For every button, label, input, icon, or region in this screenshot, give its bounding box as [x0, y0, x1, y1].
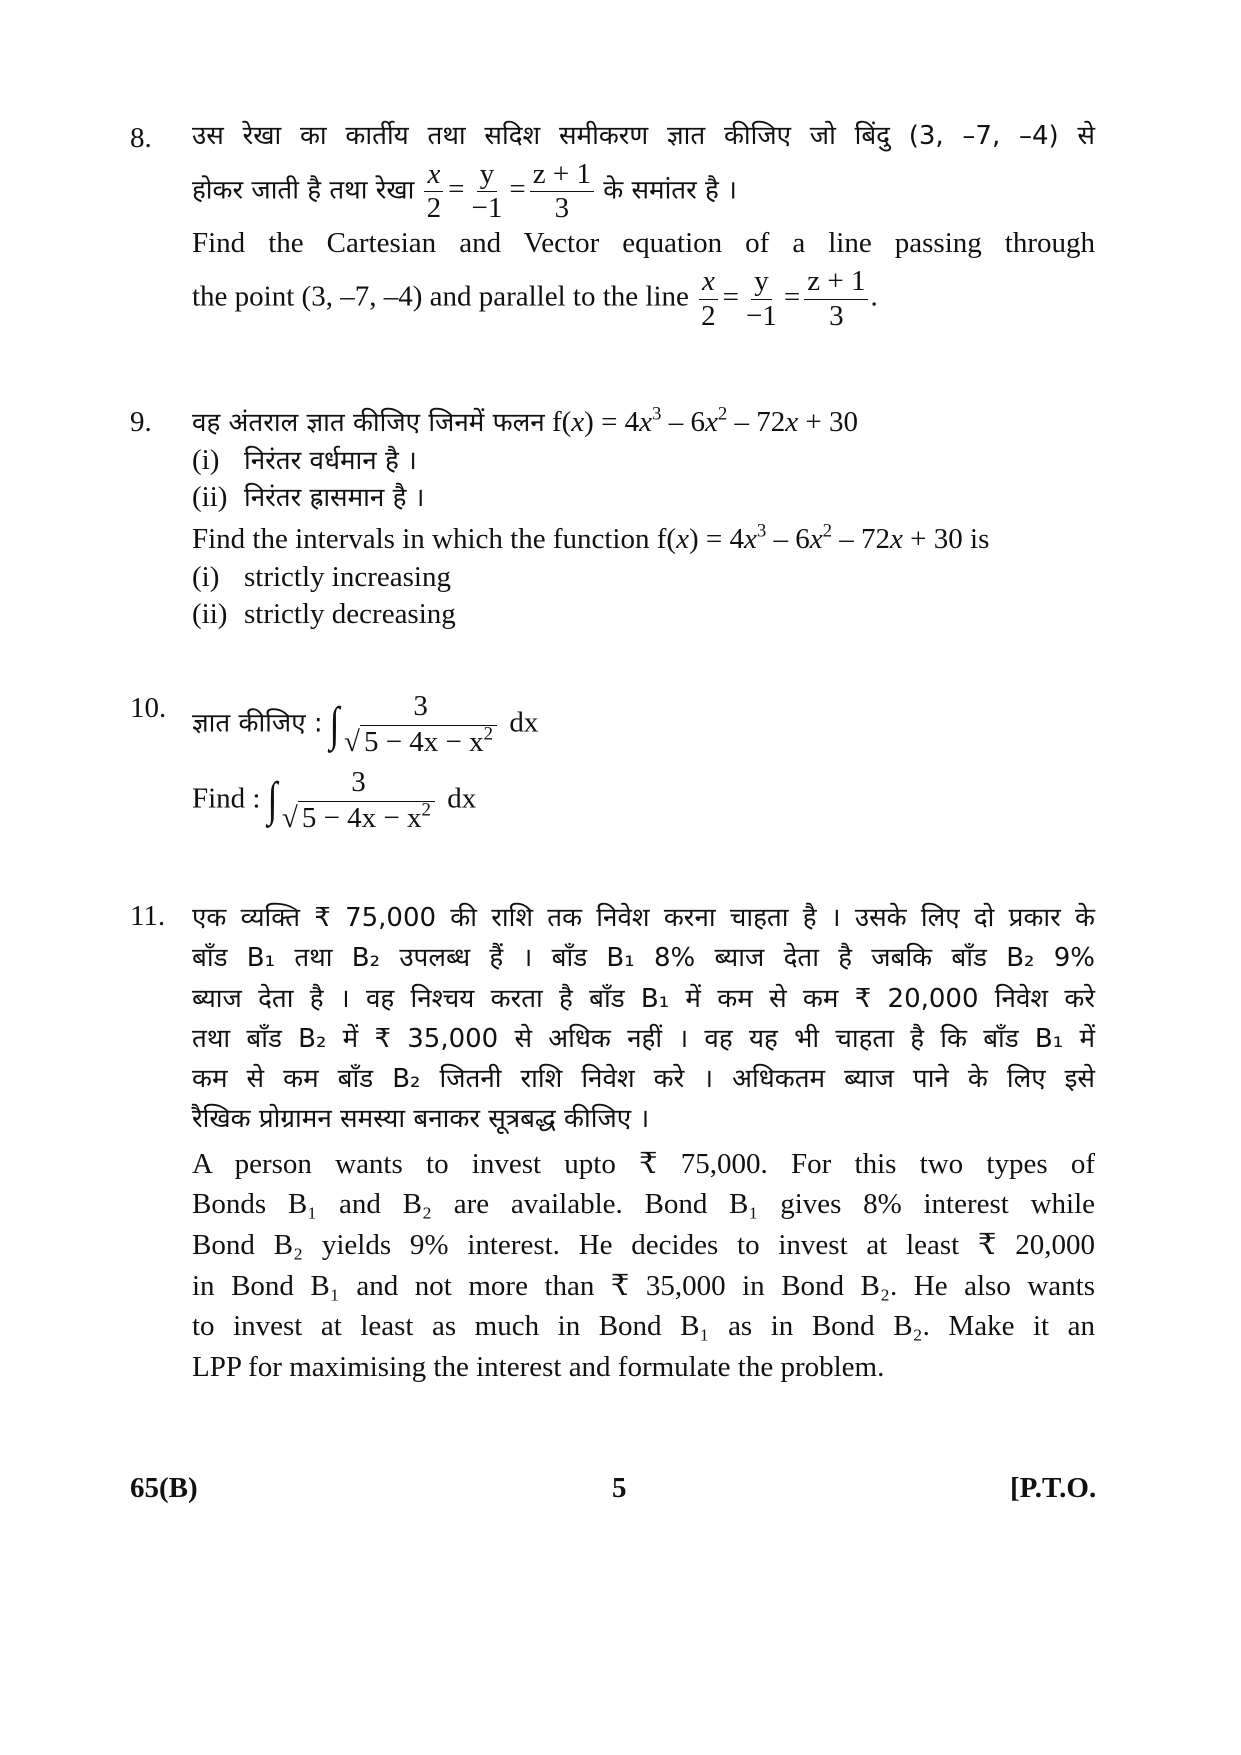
question-11 [130, 898, 1095, 1443]
q9-hindi-part-i: (i) निरंतर वर्धमान है । [192, 443, 417, 476]
integral-sign: ∫ [267, 773, 278, 827]
integrand-fraction: $\frac{3}{√ 5 - 4x - x^2}$ [279, 766, 438, 836]
q9-english-part-i: (i) strictly increasing [192, 560, 451, 593]
q11-english-line: Bonds B₁ and B₂ are available. Bond B₁ gives 8% interest while [192, 1188, 1095, 1221]
q11-english-line: A person wants to invest upto ₹ 75,000. For this two types of [192, 1147, 1095, 1180]
q11-hindi-line: रैखिक प्रोग्रामन समस्या बनाकर सूत्रबद्ध कीजिए । [192, 1104, 650, 1135]
fraction-y: $\frac{y}{-1}$ [471, 157, 503, 225]
fraction-z: $\frac{z + 1}{3}$ [804, 265, 868, 333]
question-number: 9. [130, 406, 152, 438]
q11-hindi-line: कम से कम बाँड B₂ जितनी राशि निवेश करे । अधिकतम ब्याज पाने के लिए इसे [192, 1064, 1095, 1095]
integral-sign: ∫ [329, 697, 340, 751]
question-8 [130, 120, 1095, 350]
q8-english-line-2: the point (3, –7, –4) and parallel to the line $\frac{x}{2}$ = $\frac{y}{-1}$ = $\frac{z + 1}{3}$ . [192, 265, 878, 332]
q11-hindi-line: तथा बाँड B₂ में ₹ 35,000 से अधिक नहीं । वह यह भी चाहता है कि बाँड B₁ में [192, 1023, 1095, 1054]
q10-hindi-line: ज्ञात कीजिए : ∫ $\frac{3}{√ 5 - 4x - x^2}$ dx [192, 690, 539, 759]
q9-hindi-stem: वह अंतराल ज्ञात कीजिए जिनमें फलन $f(x) = 4x^3 - 6x^2 - 72x + 30$ [192, 403, 858, 438]
q11-hindi-line: एक व्यक्ति ₹ 75,000 की राशि तक निवेश करना चाहता है । उसके लिए दो प्रकार के [192, 903, 1095, 933]
question-number: 8. [130, 122, 152, 154]
q11-english-line: Bond B₂ yields 9% interest. He decides to invest at least ₹ 20,000 [192, 1228, 1095, 1261]
q11-english-line: to invest at least as much in Bond B₁ as in Bond B₂. Make it an [192, 1310, 1095, 1343]
q8-english-line-1: Find the Cartesian and Vector equation of a line passing through [192, 227, 1095, 260]
q9-english-part-ii: (ii) strictly decreasing [192, 598, 456, 631]
fraction-z: $\frac{z + 1}{3}$ [530, 158, 594, 226]
question-number: 11. [130, 900, 166, 932]
q8-hindi-line-1: उस रेखा का कार्तीय तथा सदिश समीकरण ज्ञात कीजिए जो बिंदु (3, –7, –4) से [192, 121, 1095, 151]
question-10 [130, 690, 1095, 870]
page-number: 5 [612, 1472, 627, 1504]
q11-hindi-line: बाँड B₁ तथा B₂ उपलब्ध हैं । बाँड B₁ 8% ब्याज देता है जबकि बाँड B₂ 9% [192, 943, 1095, 974]
question-number: 10. [130, 692, 167, 724]
q11-english-line: LPP for maximising the interest and formulate the problem. [192, 1350, 885, 1383]
fraction-x: $\frac{x}{2}$ [424, 158, 445, 226]
question-9 [130, 404, 1095, 664]
integrand-fraction: $\frac{3}{√ 5 - 4x - x^2}$ [341, 690, 500, 760]
q9-english-stem: Find the intervals in which the function $f(x) = 4x^3 - 6x^2 - 72x + 30$ is [192, 520, 990, 556]
paper-code: 65(B) [130, 1472, 198, 1504]
q8-hindi-line-2: होकर जाती है तथा रेखा $\frac{x}{2}$ = $\frac{y}{-1}$ = $\frac{z + 1}{3}$ के समांतर है । [192, 157, 737, 225]
fraction-y: $\frac{y}{-1}$ [746, 265, 777, 332]
q11-hindi-line: ब्याज देता है । वह निश्चय करता है बाँड B₁ में कम से कम ₹ 20,000 निवेश करे [192, 983, 1095, 1014]
please-turn-over: [P.T.O. [1010, 1472, 1097, 1504]
q9-hindi-part-ii: (ii) निरंतर ह्रासमान है । [192, 481, 425, 514]
q11-english-line: in Bond B₁ and not more than ₹ 35,000 in Bond B₂. He also wants [192, 1269, 1095, 1302]
q10-english-line: Find : ∫ $\frac{3}{√ 5 - 4x - x^2}$ dx [192, 765, 477, 835]
fraction-x: $\frac{x}{2}$ [698, 265, 719, 333]
